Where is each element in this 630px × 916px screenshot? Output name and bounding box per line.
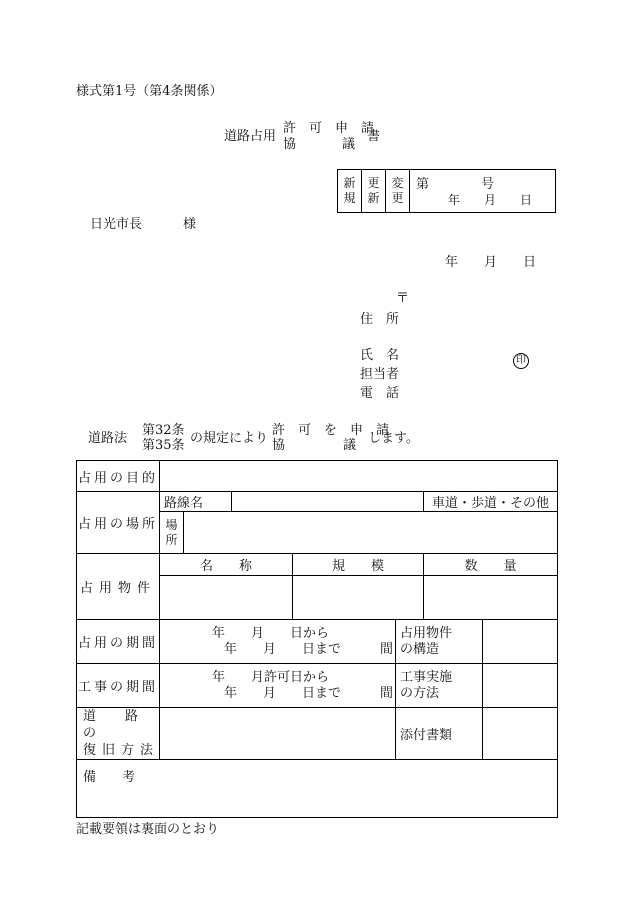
structure-label: 占用物件の構造 bbox=[396, 620, 483, 664]
type-renew[interactable]: 更新 bbox=[362, 170, 386, 212]
period-label: 占用の期間 bbox=[77, 620, 160, 664]
place-label: 占用の場所 bbox=[77, 492, 160, 554]
remarks-field[interactable] bbox=[77, 760, 558, 818]
type-change[interactable]: 変更 bbox=[386, 170, 410, 212]
footnote: 記載要領は裏面のとおり bbox=[76, 822, 220, 837]
route-name-label: 路線名 bbox=[160, 492, 232, 512]
statement-article-35: 第35条 bbox=[142, 438, 185, 453]
name-label: 氏 名 bbox=[360, 348, 400, 363]
application-table bbox=[76, 460, 558, 818]
structure-field[interactable] bbox=[483, 620, 558, 664]
statement-middle: の規定により bbox=[190, 431, 269, 446]
work-period-field[interactable]: 年 月許可日から 年 月 日まで 間 bbox=[160, 664, 396, 708]
col-qty-header: 数 量 bbox=[424, 554, 558, 576]
remarks-label: 備 考 bbox=[83, 770, 136, 785]
statement-word-consult-right: 議 bbox=[343, 438, 357, 453]
statement-article-32: 第32条 bbox=[142, 423, 185, 438]
object-scale-field[interactable] bbox=[293, 576, 424, 620]
statement-word-consult-left: 協 bbox=[272, 438, 286, 453]
work-period-label: 工事の期間 bbox=[77, 664, 160, 708]
col-name-header: 名 称 bbox=[160, 554, 293, 576]
road-type-options[interactable]: 車道・歩道・その他 bbox=[424, 492, 558, 512]
statement-suffix: します。 bbox=[368, 431, 419, 446]
submit-date: 年 月 日 bbox=[445, 255, 537, 270]
purpose-field[interactable] bbox=[160, 461, 558, 492]
permit-date-label: 年 月 日 bbox=[448, 193, 533, 207]
statement-law: 道路法 bbox=[88, 431, 128, 446]
title-suffix: 書 bbox=[367, 129, 381, 144]
location-label: 場所 bbox=[160, 512, 184, 554]
period-field[interactable]: 年 月 日から 年 月 日まで 間 bbox=[160, 620, 396, 664]
work-method-label: 工事実施の方法 bbox=[396, 664, 483, 708]
attachments-field[interactable] bbox=[483, 708, 558, 760]
title-word-consult-left: 協 bbox=[283, 137, 297, 152]
purpose-label: 占用の目的 bbox=[77, 461, 160, 492]
seal-mark: 印 bbox=[513, 348, 529, 369]
object-name-field[interactable] bbox=[160, 576, 293, 620]
addressee-name: 日光市長 bbox=[90, 217, 143, 232]
statement-word-permit: 許 可 を 申 請 bbox=[272, 423, 390, 438]
postal-mark: 〒 bbox=[396, 291, 410, 306]
address-label: 住 所 bbox=[360, 312, 400, 327]
restoration-field[interactable] bbox=[160, 708, 396, 760]
contact-label: 担当者 bbox=[360, 367, 400, 382]
route-name-field[interactable] bbox=[232, 492, 424, 512]
work-method-field[interactable] bbox=[483, 664, 558, 708]
location-field[interactable] bbox=[184, 512, 558, 554]
permit-number-label: 第 号 bbox=[416, 177, 495, 192]
title-prefix: 道路占用 bbox=[224, 129, 277, 144]
type-new[interactable]: 新規 bbox=[338, 170, 362, 212]
col-scale-header: 規 模 bbox=[293, 554, 424, 576]
restoration-label: 道 路 の 復旧方法 bbox=[77, 708, 160, 760]
object-qty-field[interactable] bbox=[424, 576, 558, 620]
phone-label: 電 話 bbox=[360, 386, 400, 401]
title-word-consult-right: 議 bbox=[342, 137, 356, 152]
application-type-box bbox=[337, 169, 556, 213]
addressee-honorific: 様 bbox=[183, 217, 197, 232]
attachments-label: 添付書類 bbox=[396, 708, 483, 760]
title-word-permit: 許 可 申 請 bbox=[283, 121, 375, 136]
object-label: 占用物件 bbox=[77, 554, 160, 620]
form-number: 様式第1号（第4条関係） bbox=[76, 84, 223, 99]
